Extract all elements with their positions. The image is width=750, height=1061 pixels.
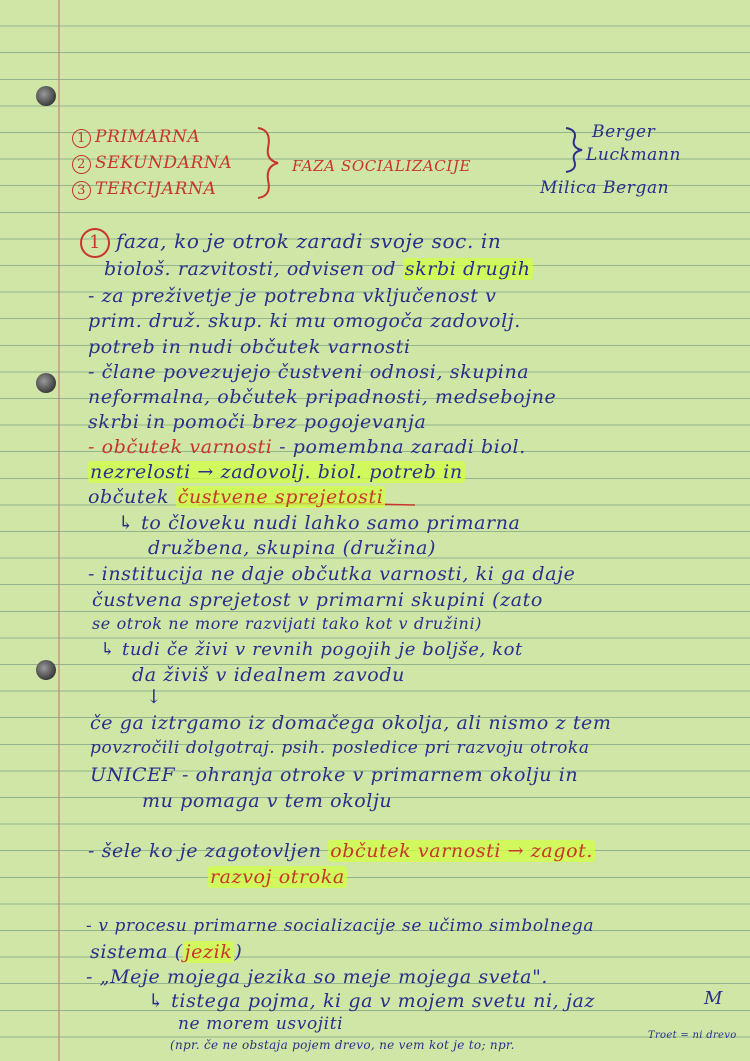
text-line: če ga iztrgamo iz domačega okolja, ali nismo z tem — [90, 712, 612, 734]
phase-number: 1 — [72, 129, 91, 148]
text-line: skrbi in pomoči brez pogojevanja — [88, 411, 427, 433]
highlight-red: jezik — [184, 941, 233, 963]
text-line: ↳ tudi če živi v revnih pogojih je boljše, kot — [100, 639, 523, 660]
text-line — [88, 436, 526, 458]
text-line: se otrok ne more razvijati tako kot v družini) — [92, 614, 483, 633]
faza-socializacije-label: FAZA SOCIALIZACIJE — [292, 157, 472, 175]
margin-note: Troet = ni drevo — [648, 1030, 737, 1041]
text-line: povzročili dolgotraj. psih. posledice pri razvoju otroka — [90, 738, 590, 758]
text: ) — [234, 941, 243, 963]
text-line: ne morem usvojiti — [178, 1014, 344, 1034]
text-line — [104, 258, 533, 280]
text-line: UNICEF - ohranja otroke v primarnem okolju in — [90, 764, 579, 786]
text-line: mu pomaga v tem okolju — [142, 790, 393, 812]
text: biološ. razvitosti, odvisen od — [104, 258, 403, 280]
text-line — [88, 461, 465, 483]
text-red: - občutek varnosti — [88, 436, 273, 458]
highlight-red: čustvene sprejetosti — [177, 486, 384, 508]
down-arrow: ↓ — [146, 686, 163, 708]
text-line: čustvena sprejetost v primarni skupini (zato — [92, 589, 543, 611]
author-milica-bergan: Milica Bergan — [540, 178, 670, 198]
text: občutek — [88, 486, 176, 508]
text-line: prim. druž. skup. ki mu omogoča zadovolj. — [88, 310, 521, 332]
text-line: - institucija ne daje občutka varnosti, ki ga daje — [88, 563, 576, 585]
text-line: družbena, skupina (družina) — [148, 537, 437, 559]
section-number: 1 — [80, 228, 110, 258]
margin-letter: M — [704, 988, 724, 1009]
phase-sekundarna — [72, 151, 232, 174]
phase-primarna — [72, 125, 200, 148]
text-line: - „Meje mojega jezika so meje mojega sveta". — [86, 966, 549, 988]
text-line: - člane povezujejo čustveni odnosi, skupina — [88, 361, 530, 383]
text-line — [86, 916, 594, 936]
highlight: skrbi drugih — [404, 258, 531, 280]
text-line: ↳ tistega pojma, ki ga v mojem svetu ni, jaz — [148, 990, 595, 1012]
text: - šele ko je zagotovljen — [88, 840, 329, 862]
phase-label: PRIMARNA — [95, 127, 201, 147]
text-line — [88, 840, 595, 862]
text-line: da živiš v idealnem zavodu — [132, 664, 405, 686]
highlight-red: razvoj otroka — [210, 866, 345, 888]
text: - pomembna zaradi biol. — [272, 436, 526, 458]
phase-number: 3 — [72, 181, 91, 200]
text-line: neformalna, občutek pripadnosti, medsebojne — [88, 386, 557, 408]
author-luckmann: Luckmann — [586, 145, 682, 165]
phase-number: 2 — [72, 155, 91, 174]
text-line — [80, 228, 501, 258]
phase-label: TERCIJARNA — [95, 179, 217, 199]
text: - v procesu primarne socializacije se učimo simbolnega — [86, 916, 595, 936]
phase-label: SEKUNDARNA — [95, 153, 233, 173]
text: sistema ( — [90, 941, 183, 963]
highlight-red: občutek varnosti → zagot. — [330, 840, 594, 862]
text-line — [208, 866, 347, 888]
text-line: - za preživetje je potrebna vključenost v — [88, 285, 497, 307]
text-line — [88, 486, 385, 508]
text-line: ↳ to človeku nudi lahko samo primarna — [118, 512, 521, 534]
text-line: potreb in nudi občutek varnosti — [88, 336, 411, 358]
text-line — [90, 941, 242, 963]
author-berger: Berger — [592, 122, 656, 142]
highlight: nezrelosti → zadovolj. biol. potreb in — [90, 461, 463, 483]
text-line: (npr. če ne obstaja pojem drevo, ne vem kot je to; npr. — [170, 1038, 515, 1052]
phase-tercijarna — [72, 177, 216, 200]
text: faza, ko je otrok zaradi svoje soc. in — [116, 229, 502, 253]
